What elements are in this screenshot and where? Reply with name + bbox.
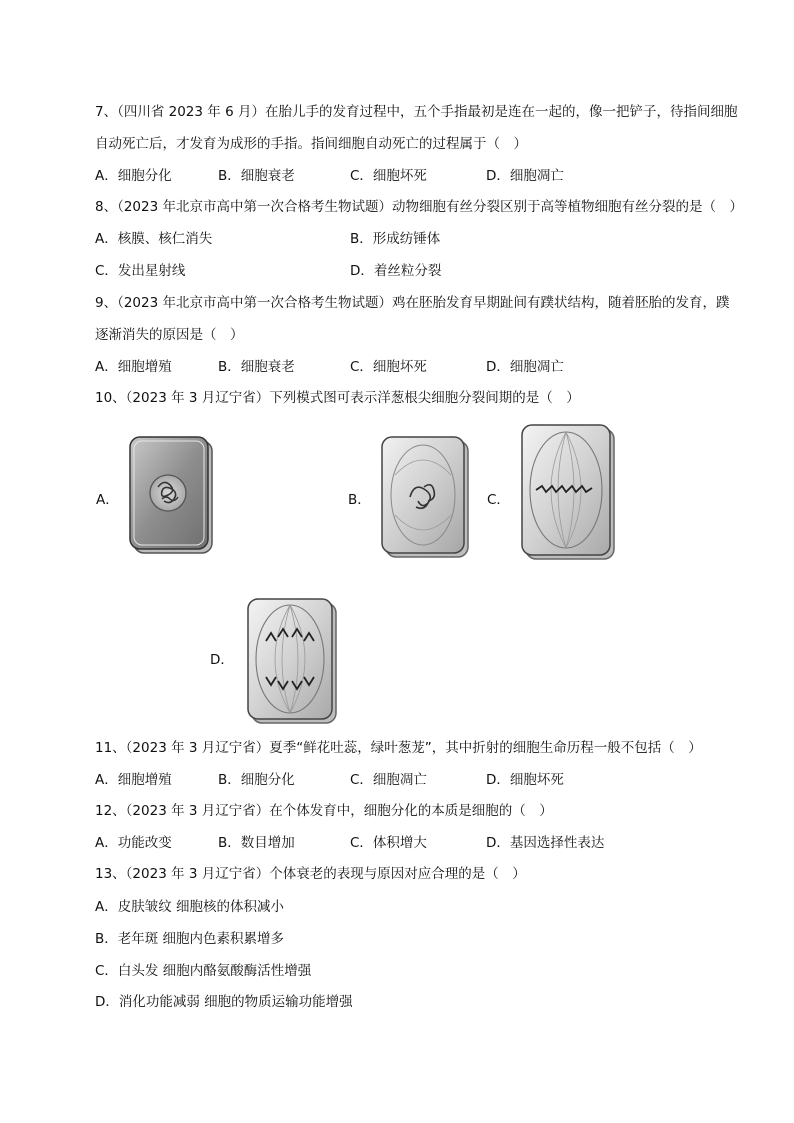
q9-option-d[interactable]: D．细胞凋亡 bbox=[486, 359, 564, 375]
q8-option-b[interactable]: B．形成纺锤体 bbox=[350, 231, 441, 247]
q13-option-a[interactable]: A．皮肤皱纹 细胞核的体积减小 bbox=[95, 899, 285, 915]
q9-option-a[interactable]: A．细胞增殖 bbox=[95, 359, 172, 375]
q8-option-c[interactable]: C．发出星射线 bbox=[95, 263, 186, 279]
question-9-line-2: 逐渐消失的原因是（ ） bbox=[95, 327, 244, 343]
q12-option-b[interactable]: B．数目增加 bbox=[218, 835, 295, 851]
q13-option-b[interactable]: B．老年斑 细胞内色素积累增多 bbox=[95, 931, 285, 947]
question-12-line-1: 12、（2023 年 3 月辽宁省）在个体发育中，细胞分化的本质是细胞的（ ） bbox=[95, 803, 553, 819]
q10-option-a-label[interactable]: A． bbox=[96, 492, 119, 508]
question-8-line-1: 8、（2023 年北京市高中第一次合格考生物试题）动物细胞有丝分裂区别于高等植物细胞有丝分裂的是（ ） bbox=[95, 199, 743, 215]
q9-option-b[interactable]: B．细胞衰老 bbox=[218, 359, 295, 375]
question-11-line-1: 11、（2023 年 3 月辽宁省）夏季“鲜花吐蕊，绿叶葱茏”，其中折射的细胞生命历程一般不包括（ ） bbox=[95, 740, 702, 756]
q11-option-c[interactable]: C．细胞凋亡 bbox=[350, 772, 427, 788]
q11-option-d[interactable]: D．细胞坏死 bbox=[486, 772, 564, 788]
q7-option-b[interactable]: B．细胞衰老 bbox=[218, 168, 295, 184]
anaphase-cell-figure[interactable] bbox=[246, 597, 338, 725]
q7-option-d[interactable]: D．细胞凋亡 bbox=[486, 168, 564, 184]
q11-option-b[interactable]: B．细胞分化 bbox=[218, 772, 295, 788]
prophase-cell-figure[interactable] bbox=[380, 435, 470, 559]
q11-option-a[interactable]: A．细胞增殖 bbox=[95, 772, 172, 788]
q10-option-c-label[interactable]: C． bbox=[487, 492, 510, 508]
q9-option-c[interactable]: C．细胞坏死 bbox=[350, 359, 427, 375]
question-13-line-1: 13、（2023 年 3 月辽宁省）个体衰老的表现与原因对应合理的是（ ） bbox=[95, 866, 526, 882]
metaphase-cell-figure[interactable] bbox=[520, 423, 616, 561]
q10-option-d-label[interactable]: D． bbox=[210, 652, 234, 668]
q13-option-c[interactable]: C．白头发 细胞内酪氨酸酶活性增强 bbox=[95, 963, 312, 979]
q13-option-d[interactable]: D．消化功能减弱 细胞的物质运输功能增强 bbox=[95, 994, 353, 1010]
q7-option-c[interactable]: C．细胞坏死 bbox=[350, 168, 427, 184]
question-7-line-2: 自动死亡后，才发育为成形的手指。指间细胞自动死亡的过程属于（ ） bbox=[95, 136, 527, 152]
q12-option-a[interactable]: A．功能改变 bbox=[95, 835, 172, 851]
question-10-line-1: 10、（2023 年 3 月辽宁省）下列模式图可表示洋葱根尖细胞分裂间期的是（ ） bbox=[95, 390, 580, 406]
q8-option-a[interactable]: A．核膜、核仁消失 bbox=[95, 231, 213, 247]
interphase-cell-figure[interactable] bbox=[128, 435, 214, 555]
q8-option-d[interactable]: D．着丝粒分裂 bbox=[350, 263, 442, 279]
question-7-line-1: 7、（四川省 2023 年 6 月）在胎儿手的发育过程中，五个手指最初是连在一起的，像一把铲子，待指间细胞 bbox=[95, 104, 738, 120]
q12-option-c[interactable]: C．体积增大 bbox=[350, 835, 427, 851]
q12-option-d[interactable]: D．基因选择性表达 bbox=[486, 835, 605, 851]
question-9-line-1: 9、（2023 年北京市高中第一次合格考生物试题）鸡在胚胎发育早期趾间有蹼状结构，随着胚胎的发育，蹼 bbox=[95, 295, 730, 311]
q10-option-b-label[interactable]: B． bbox=[348, 492, 371, 508]
q7-option-a[interactable]: A．细胞分化 bbox=[95, 168, 172, 184]
